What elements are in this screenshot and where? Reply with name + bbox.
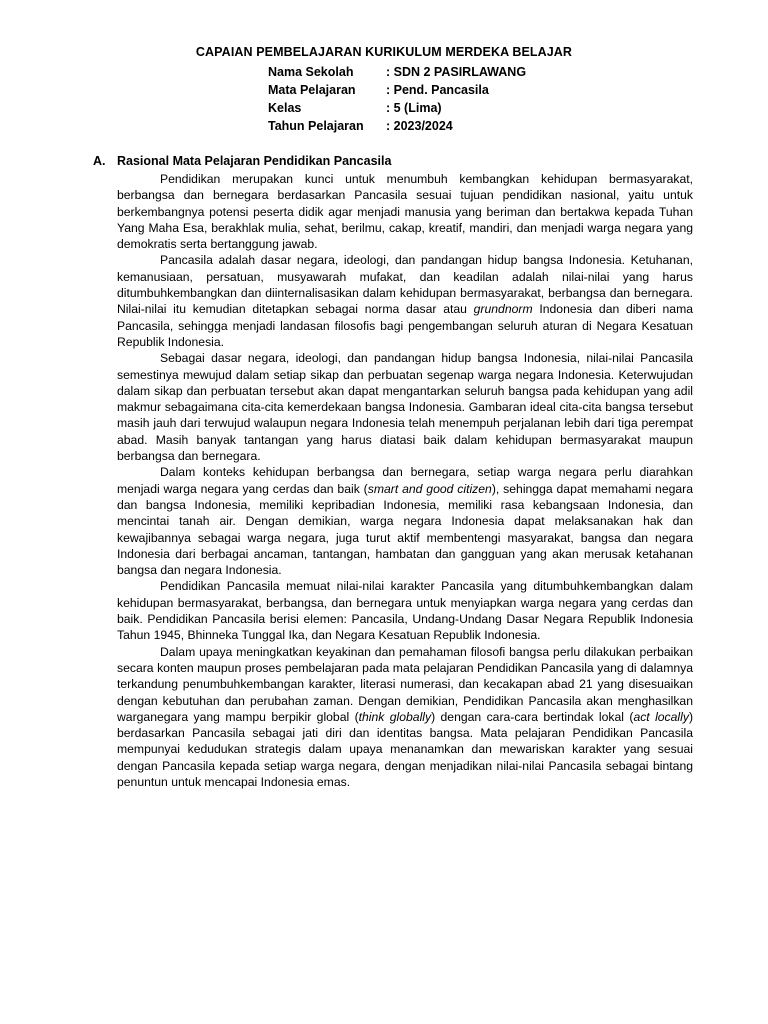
meta-row-class (268, 99, 526, 117)
section-letter: A. (93, 154, 106, 168)
paragraph-text: Indonesia dan diberi nama Pancasila, sehingga menjadi landasan filosofis bagi pengembangan seluruh aturan di Negara Kesatuan Republik Indonesia. (117, 302, 694, 349)
meta-value: : Pend. Pancasila (386, 83, 489, 97)
paragraph-text: ), sehingga dapat memahami negara dan bangsa Indonesia, memiliki kepribadian Indonesia, memiliki rasa kebangsaan Indonesia, dan mencintai tanah air. Dengan demikian, warga negara Indonesia dapat melaksanakan hak dan kewajibannya sebagai warga negara, juga turut aktif membentengi masyarakat, bangsa dan negara Indonesia dari berbagai ancaman, tantangan, hambatan dan gangguan yang akan merusak ketahanan bangsa dan negara Indonesia. (117, 481, 693, 578)
meta-label: Tahun Pelajaran (268, 119, 364, 133)
paragraph-5 (117, 578, 693, 643)
italic-term: act locally (633, 709, 689, 724)
italic-term: grundnorm (473, 302, 533, 317)
section-heading (93, 154, 391, 168)
paragraph-2 (117, 252, 693, 350)
meta-label: Kelas (268, 101, 302, 115)
paragraph-text: ) dengan cara-cara bertindak lokal ( (431, 709, 634, 724)
section-body (117, 171, 693, 790)
paragraph-text: Pancasila adalah dasar negara, ideologi, dan pandangan hidup bangsa Indonesia. Ketuhanan, kemanusiaan, persatuan, musyawarah mufakat, dan keadilan adalah nilai-nilai yang harus ditumbuhkembangkan dan diinternalisasikan dalam kehidupan bermasyarakat, berbangsa dan bernegara. Nilai-nilai itu kemudian ditetapkan sebagai norma dasar atau (117, 253, 693, 317)
paragraph-6 (117, 644, 693, 791)
school-info (268, 63, 526, 135)
italic-term: smart and good citizen (367, 481, 492, 496)
document-title: CAPAIAN PEMBELAJARAN KURIKULUM MERDEKA BELAJAR (195, 45, 573, 59)
meta-value: : 5 (Lima) (386, 101, 442, 115)
paragraph-3 (117, 350, 693, 464)
meta-row-subject (268, 81, 526, 99)
meta-row-school (268, 63, 526, 81)
paragraph-1 (117, 171, 693, 252)
meta-label: Nama Sekolah (268, 65, 354, 79)
paragraph-4 (117, 464, 693, 578)
paragraph-text: ) berdasarkan Pancasila sebagai jati diri dan identitas bangsa. Mata pelajaran Pendidikan Pancasila mempunyai kedudukan strategis dalam upaya menanamkan dan mewariskan karakter yang sesuai dengan Pancasila kepada setiap warga negara, dengan menjadikan nilai-nilai Pancasila sebagai bintang penuntun untuk mencapai Indonesia emas. (117, 709, 693, 789)
paragraph-text: Dalam upaya meningkatkan keyakinan dan pemahaman filosofi bangsa perlu dilakukan perbaikan secara konten maupun proses pembelajaran pada mata pelajaran Pendidikan Pancasila yang di dalamnya terkandung penumbuhkembangan karakter, literasi numerasi, dan kecakapan abad 21 yang disesuaikan dengan kebutuhan dan perubahan zaman. Dengan demikian, Pendidikan Pancasila akan menghasilkan warganegara yang mampu berpikir global ( (117, 644, 693, 724)
meta-value: : 2023/2024 (386, 119, 453, 133)
paragraph-text: Dalam konteks kehidupan berbangsa dan bernegara, setiap warga negara perlu diarahkan menjadi warga negara yang cerdas dan baik ( (117, 465, 693, 496)
paragraph-text: Pendidikan Pancasila memuat nilai-nilai karakter Pancasila yang ditumbuhkembangkan dalam kehidupan bermasyarakat, berbangsa, dan bernegara untuk menyiapkan warga negara yang cerdas dan baik. Pendidikan Pancasila berisi elemen: Pancasila, Undang-Undang Dasar Negara Republik Indonesia Tahun 1945, Bhinneka Tunggal Ika, dan Negara Kesatuan Republik Indonesia. (117, 579, 693, 643)
paragraph-text: Sebagai dasar negara, ideologi, dan pandangan hidup bangsa Indonesia, nilai-nilai Pancasila semestinya mewujud dalam setiap sikap dan perbuatan segenap warga negara Indonesia. Keterwujudan dalam sikap dan perbuatan tersebut akan dapat mengantarkan seluruh bangsa pada kehidupan yang adil makmur sebagaimana cita-cita kemerdekaan bangsa Indonesia. Gambaran ideal cita-cita bangsa tersebut masih jauh dari terwujud walaupun negara Indonesia telah menempuh perjalanan lebih dari tiga perempat abad. Masih banyak tantangan yang harus diatasi baik dalam kehidupan bermasyarakat maupun berbangsa dan bernegara. (117, 351, 693, 464)
section-title: Rasional Mata Pelajaran Pendidikan Pancasila (117, 154, 392, 168)
meta-label: Mata Pelajaran (268, 83, 356, 97)
meta-value: : SDN 2 PASIRLAWANG (386, 65, 527, 79)
italic-term: think globally (358, 709, 432, 724)
meta-row-year (268, 117, 526, 135)
paragraph-text: Pendidikan merupakan kunci untuk menumbuh kembangkan kehidupan bermasyarakat, berbangsa dan bernegara berdasarkan Pancasila sesuai tujuan pendidikan nasional, yaitu untuk berkembangnya potensi peserta didik agar menjadi manusia yang beriman dan bertakwa kepada Tuhan Yang Maha Esa, berakhlak mulia, sehat, berilmu, cakap, kreatif, mandiri, dan menjadi warga negara yang demokratis serta bertanggung jawab. (117, 172, 693, 252)
